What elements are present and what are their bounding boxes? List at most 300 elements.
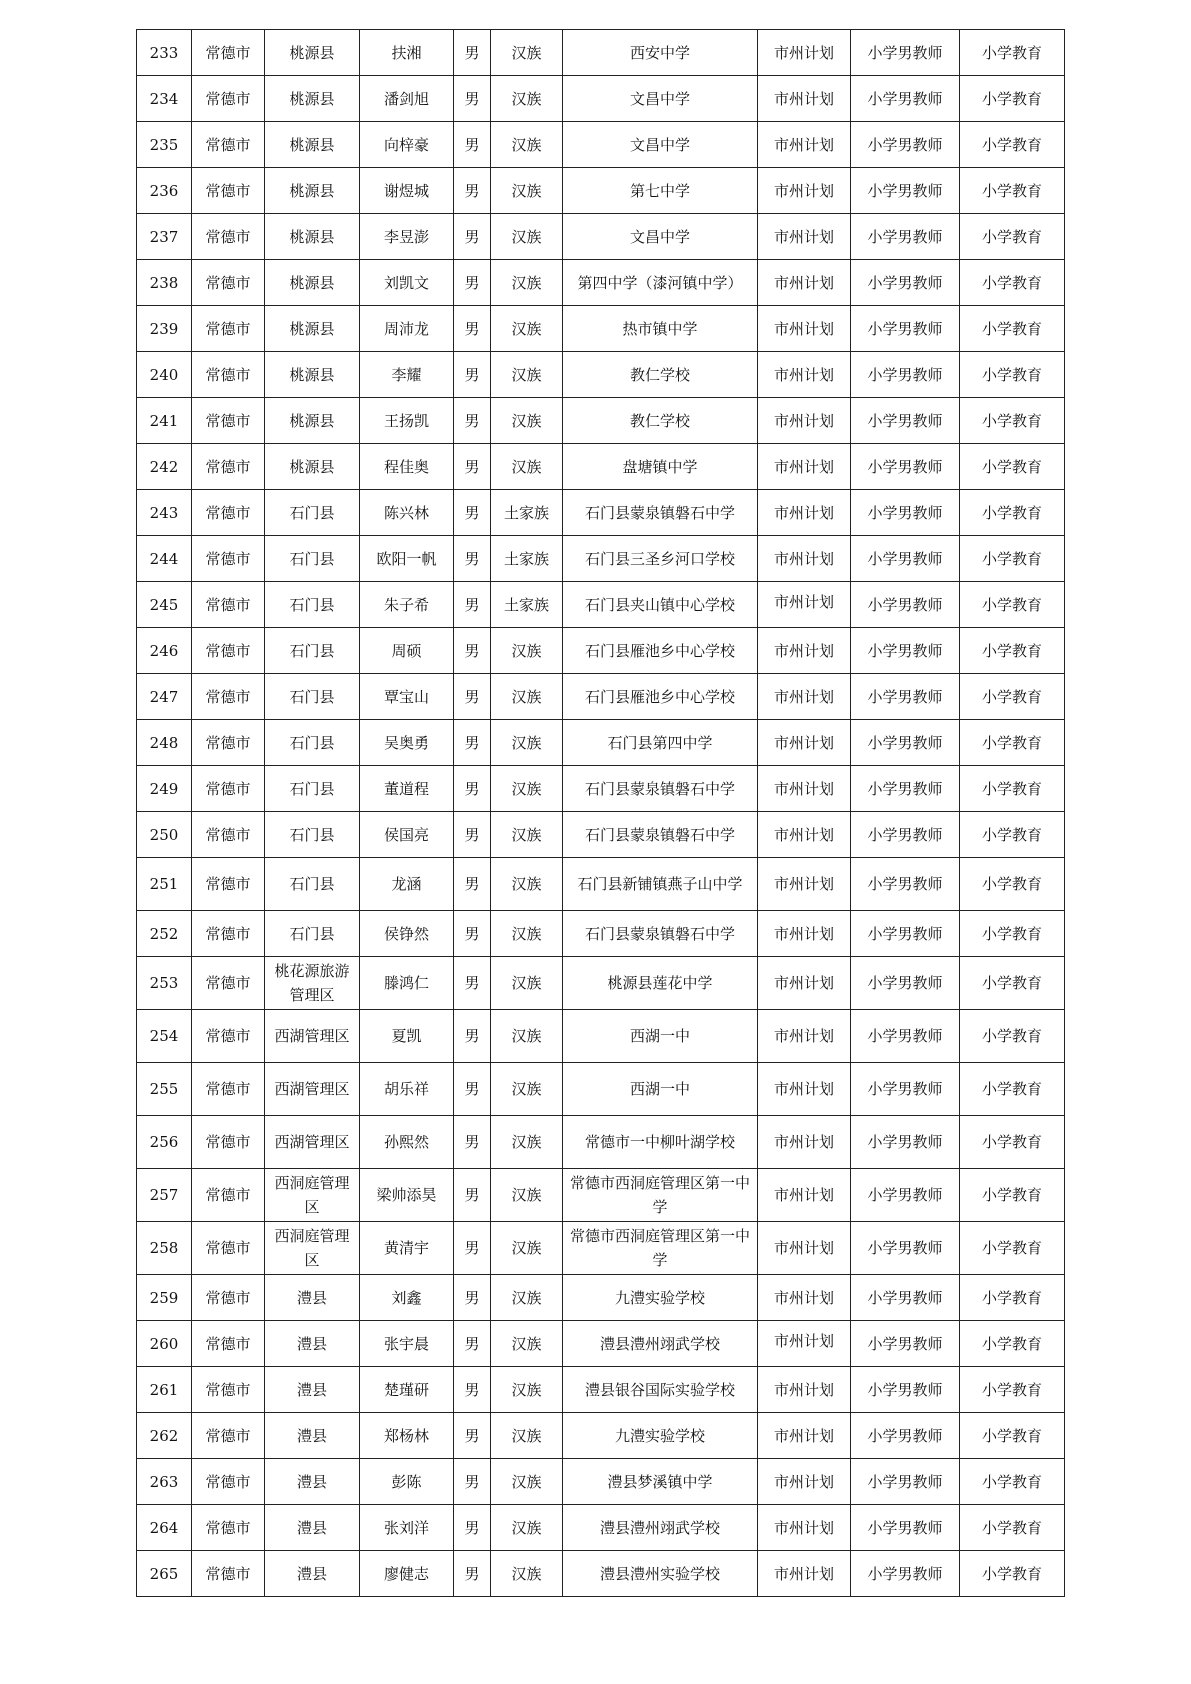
cell-county: 澧县 [265, 1367, 360, 1413]
cell-major: 小学教育 [960, 911, 1065, 957]
cell-city: 常德市 [192, 766, 265, 812]
cell-county: 桃源县 [265, 398, 360, 444]
table-row [137, 957, 1065, 1010]
cell-city: 常德市 [192, 720, 265, 766]
cell-gender: 男 [454, 168, 491, 214]
cell-gender: 男 [454, 444, 491, 490]
cell-county: 桃源县 [265, 306, 360, 352]
cell-name: 胡乐祥 [360, 1063, 454, 1116]
cell-county: 桃源县 [265, 76, 360, 122]
cell-county: 桃源县 [265, 168, 360, 214]
cell-school: 九澧实验学校 [563, 1413, 758, 1459]
cell-name: 刘鑫 [360, 1275, 454, 1321]
cell-county: 石门县 [265, 674, 360, 720]
cell-post: 小学男教师 [851, 1222, 960, 1275]
cell-ethnicity: 汉族 [491, 1505, 563, 1551]
cell-post: 小学男教师 [851, 1275, 960, 1321]
cell-city: 常德市 [192, 490, 265, 536]
cell-name: 夏凯 [360, 1010, 454, 1063]
cell-county: 澧县 [265, 1275, 360, 1321]
cell-gender: 男 [454, 1321, 491, 1367]
cell-gender: 男 [454, 536, 491, 582]
cell-name: 潘剑旭 [360, 76, 454, 122]
cell-number: 253 [137, 957, 192, 1010]
cell-major: 小学教育 [960, 766, 1065, 812]
cell-major: 小学教育 [960, 1010, 1065, 1063]
cell-county: 桃源县 [265, 260, 360, 306]
cell-name: 李昱澎 [360, 214, 454, 260]
cell-ethnicity: 汉族 [491, 720, 563, 766]
cell-plan: 市州计划 [758, 490, 851, 536]
cell-city: 常德市 [192, 1222, 265, 1275]
table-row [137, 398, 1065, 444]
cell-major: 小学教育 [960, 214, 1065, 260]
cell-school: 常德市西洞庭管理区第一中学 [563, 1169, 758, 1222]
cell-school: 澧县银谷国际实验学校 [563, 1367, 758, 1413]
cell-county: 西洞庭管理区 [265, 1169, 360, 1222]
table-row [137, 1275, 1065, 1321]
table-row [137, 168, 1065, 214]
cell-city: 常德市 [192, 1010, 265, 1063]
table-row [137, 1505, 1065, 1551]
cell-school: 石门县雁池乡中心学校 [563, 628, 758, 674]
cell-gender: 男 [454, 674, 491, 720]
cell-plan: 市州计划 [758, 352, 851, 398]
cell-school: 石门县蒙泉镇磐石中学 [563, 812, 758, 858]
cell-plan: 市州计划 [758, 720, 851, 766]
cell-number: 237 [137, 214, 192, 260]
cell-gender: 男 [454, 122, 491, 168]
cell-city: 常德市 [192, 168, 265, 214]
cell-post: 小学男教师 [851, 582, 960, 628]
cell-major: 小学教育 [960, 1551, 1065, 1597]
cell-major: 小学教育 [960, 76, 1065, 122]
cell-county: 石门县 [265, 582, 360, 628]
cell-county: 石门县 [265, 766, 360, 812]
cell-gender: 男 [454, 352, 491, 398]
cell-plan: 市州计划 [758, 766, 851, 812]
cell-number: 264 [137, 1505, 192, 1551]
cell-plan: 市州计划 [758, 444, 851, 490]
cell-gender: 男 [454, 30, 491, 76]
table-row [137, 214, 1065, 260]
cell-gender: 男 [454, 76, 491, 122]
cell-name: 覃宝山 [360, 674, 454, 720]
table-row [137, 536, 1065, 582]
table-row [137, 76, 1065, 122]
cell-post: 小学男教师 [851, 858, 960, 911]
table-row [137, 1169, 1065, 1222]
cell-post: 小学男教师 [851, 1063, 960, 1116]
cell-school: 澧县澧州实验学校 [563, 1551, 758, 1597]
cell-post: 小学男教师 [851, 674, 960, 720]
cell-number: 235 [137, 122, 192, 168]
table-row [137, 720, 1065, 766]
cell-number: 247 [137, 674, 192, 720]
cell-plan: 市州计划 [758, 1169, 851, 1222]
cell-ethnicity: 汉族 [491, 1459, 563, 1505]
cell-post: 小学男教师 [851, 812, 960, 858]
cell-major: 小学教育 [960, 122, 1065, 168]
cell-city: 常德市 [192, 306, 265, 352]
cell-post: 小学男教师 [851, 1169, 960, 1222]
cell-major: 小学教育 [960, 1116, 1065, 1169]
cell-number: 262 [137, 1413, 192, 1459]
cell-city: 常德市 [192, 1459, 265, 1505]
cell-number: 241 [137, 398, 192, 444]
cell-ethnicity: 汉族 [491, 1321, 563, 1367]
cell-major: 小学教育 [960, 957, 1065, 1010]
cell-city: 常德市 [192, 1505, 265, 1551]
cell-city: 常德市 [192, 122, 265, 168]
cell-ethnicity: 汉族 [491, 260, 563, 306]
cell-number: 255 [137, 1063, 192, 1116]
cell-plan: 市州计划 [758, 1459, 851, 1505]
cell-city: 常德市 [192, 674, 265, 720]
cell-major: 小学教育 [960, 1367, 1065, 1413]
cell-number: 265 [137, 1551, 192, 1597]
cell-school: 第四中学（漆河镇中学） [563, 260, 758, 306]
cell-school: 石门县蒙泉镇磐石中学 [563, 766, 758, 812]
cell-ethnicity: 汉族 [491, 76, 563, 122]
cell-gender: 男 [454, 720, 491, 766]
table-row [137, 582, 1065, 628]
cell-post: 小学男教师 [851, 1116, 960, 1169]
cell-county: 西湖管理区 [265, 1010, 360, 1063]
cell-major: 小学教育 [960, 168, 1065, 214]
cell-major: 小学教育 [960, 444, 1065, 490]
cell-county: 澧县 [265, 1459, 360, 1505]
cell-school: 第七中学 [563, 168, 758, 214]
cell-ethnicity: 土家族 [491, 490, 563, 536]
cell-county: 桃源县 [265, 30, 360, 76]
cell-number: 259 [137, 1275, 192, 1321]
cell-county: 桃源县 [265, 444, 360, 490]
cell-number: 240 [137, 352, 192, 398]
cell-name: 程佳奥 [360, 444, 454, 490]
cell-gender: 男 [454, 260, 491, 306]
cell-gender: 男 [454, 1116, 491, 1169]
table-row [137, 1413, 1065, 1459]
cell-number: 257 [137, 1169, 192, 1222]
cell-school: 文昌中学 [563, 76, 758, 122]
cell-name: 谢煜城 [360, 168, 454, 214]
cell-number: 234 [137, 76, 192, 122]
cell-plan: 市州计划 [758, 1505, 851, 1551]
cell-post: 小学男教师 [851, 1010, 960, 1063]
cell-school: 九澧实验学校 [563, 1275, 758, 1321]
cell-school: 桃源县莲花中学 [563, 957, 758, 1010]
cell-school: 澧县澧州翊武学校 [563, 1505, 758, 1551]
cell-number: 252 [137, 911, 192, 957]
cell-county: 石门县 [265, 720, 360, 766]
cell-major: 小学教育 [960, 858, 1065, 911]
table-row [137, 306, 1065, 352]
cell-ethnicity: 汉族 [491, 444, 563, 490]
cell-gender: 男 [454, 858, 491, 911]
cell-county: 石门县 [265, 911, 360, 957]
cell-major: 小学教育 [960, 674, 1065, 720]
cell-plan: 市州计划 [758, 1275, 851, 1321]
cell-name: 朱子希 [360, 582, 454, 628]
cell-gender: 男 [454, 628, 491, 674]
cell-ethnicity: 汉族 [491, 214, 563, 260]
cell-school: 石门县蒙泉镇磐石中学 [563, 911, 758, 957]
cell-name: 侯国亮 [360, 812, 454, 858]
cell-school: 石门县雁池乡中心学校 [563, 674, 758, 720]
cell-ethnicity: 汉族 [491, 306, 563, 352]
cell-plan: 市州计划 [758, 306, 851, 352]
cell-major: 小学教育 [960, 398, 1065, 444]
cell-gender: 男 [454, 911, 491, 957]
cell-plan: 市州计划 [758, 1010, 851, 1063]
cell-city: 常德市 [192, 957, 265, 1010]
cell-post: 小学男教师 [851, 260, 960, 306]
cell-county: 桃花源旅游管理区 [265, 957, 360, 1010]
table-row [137, 1063, 1065, 1116]
cell-gender: 男 [454, 1169, 491, 1222]
cell-ethnicity: 汉族 [491, 30, 563, 76]
cell-major: 小学教育 [960, 1222, 1065, 1275]
cell-name: 侯铮然 [360, 911, 454, 957]
cell-post: 小学男教师 [851, 1505, 960, 1551]
cell-number: 248 [137, 720, 192, 766]
table-row [137, 858, 1065, 911]
cell-ethnicity: 汉族 [491, 1367, 563, 1413]
cell-major: 小学教育 [960, 1459, 1065, 1505]
table-row [137, 444, 1065, 490]
cell-plan: 市州计划 [758, 168, 851, 214]
cell-major: 小学教育 [960, 352, 1065, 398]
cell-gender: 男 [454, 1505, 491, 1551]
cell-post: 小学男教师 [851, 1551, 960, 1597]
cell-plan: 市州计划 [758, 1367, 851, 1413]
cell-ethnicity: 土家族 [491, 582, 563, 628]
cell-number: 250 [137, 812, 192, 858]
cell-county: 石门县 [265, 812, 360, 858]
cell-number: 251 [137, 858, 192, 911]
cell-post: 小学男教师 [851, 444, 960, 490]
cell-major: 小学教育 [960, 720, 1065, 766]
cell-school: 澧县澧州翊武学校 [563, 1321, 758, 1367]
roster-body [137, 30, 1065, 1597]
cell-major: 小学教育 [960, 1321, 1065, 1367]
cell-city: 常德市 [192, 582, 265, 628]
cell-gender: 男 [454, 490, 491, 536]
cell-school: 石门县第四中学 [563, 720, 758, 766]
cell-name: 扶湘 [360, 30, 454, 76]
cell-plan: 市州计划 [758, 398, 851, 444]
cell-county: 石门县 [265, 858, 360, 911]
cell-major: 小学教育 [960, 1413, 1065, 1459]
cell-major: 小学教育 [960, 628, 1065, 674]
cell-major: 小学教育 [960, 1063, 1065, 1116]
table-row [137, 122, 1065, 168]
cell-name: 欧阳一帆 [360, 536, 454, 582]
cell-plan: 市州计划 [758, 858, 851, 911]
cell-plan: 市州计划 [758, 30, 851, 76]
cell-city: 常德市 [192, 1116, 265, 1169]
cell-plan: 市州计划 [758, 582, 851, 628]
table-row [137, 1010, 1065, 1063]
cell-major: 小学教育 [960, 812, 1065, 858]
cell-ethnicity: 汉族 [491, 911, 563, 957]
cell-ethnicity: 汉族 [491, 398, 563, 444]
cell-ethnicity: 汉族 [491, 628, 563, 674]
cell-city: 常德市 [192, 1321, 265, 1367]
cell-gender: 男 [454, 766, 491, 812]
cell-city: 常德市 [192, 1169, 265, 1222]
cell-post: 小学男教师 [851, 490, 960, 536]
cell-name: 楚瑾研 [360, 1367, 454, 1413]
cell-major: 小学教育 [960, 260, 1065, 306]
cell-ethnicity: 汉族 [491, 352, 563, 398]
cell-ethnicity: 汉族 [491, 957, 563, 1010]
cell-plan: 市州计划 [758, 1063, 851, 1116]
cell-major: 小学教育 [960, 582, 1065, 628]
table-row [137, 30, 1065, 76]
table-row [137, 674, 1065, 720]
table-row [137, 911, 1065, 957]
cell-post: 小学男教师 [851, 766, 960, 812]
cell-number: 263 [137, 1459, 192, 1505]
cell-post: 小学男教师 [851, 398, 960, 444]
cell-gender: 男 [454, 957, 491, 1010]
cell-name: 滕鸿仁 [360, 957, 454, 1010]
cell-county: 澧县 [265, 1413, 360, 1459]
cell-ethnicity: 汉族 [491, 858, 563, 911]
cell-county: 桃源县 [265, 214, 360, 260]
cell-post: 小学男教师 [851, 1459, 960, 1505]
cell-school: 教仁学校 [563, 352, 758, 398]
cell-number: 254 [137, 1010, 192, 1063]
table-row [137, 1116, 1065, 1169]
cell-gender: 男 [454, 812, 491, 858]
cell-county: 石门县 [265, 628, 360, 674]
cell-name: 陈兴林 [360, 490, 454, 536]
cell-major: 小学教育 [960, 1505, 1065, 1551]
cell-school: 西湖一中 [563, 1063, 758, 1116]
cell-gender: 男 [454, 1459, 491, 1505]
cell-name: 吴奥勇 [360, 720, 454, 766]
cell-post: 小学男教师 [851, 1413, 960, 1459]
cell-gender: 男 [454, 1010, 491, 1063]
cell-ethnicity: 汉族 [491, 1063, 563, 1116]
cell-ethnicity: 汉族 [491, 1010, 563, 1063]
cell-gender: 男 [454, 1275, 491, 1321]
cell-city: 常德市 [192, 858, 265, 911]
cell-number: 246 [137, 628, 192, 674]
table-row [137, 490, 1065, 536]
cell-gender: 男 [454, 1222, 491, 1275]
cell-school: 西湖一中 [563, 1010, 758, 1063]
cell-gender: 男 [454, 214, 491, 260]
cell-plan: 市州计划 [758, 260, 851, 306]
cell-post: 小学男教师 [851, 122, 960, 168]
cell-gender: 男 [454, 1367, 491, 1413]
cell-name: 周硕 [360, 628, 454, 674]
cell-post: 小学男教师 [851, 306, 960, 352]
cell-plan: 市州计划 [758, 536, 851, 582]
cell-school: 常德市西洞庭管理区第一中学 [563, 1222, 758, 1275]
cell-plan: 市州计划 [758, 122, 851, 168]
cell-school: 西安中学 [563, 30, 758, 76]
cell-city: 常德市 [192, 911, 265, 957]
cell-city: 常德市 [192, 76, 265, 122]
cell-name: 孙熙然 [360, 1116, 454, 1169]
cell-major: 小学教育 [960, 306, 1065, 352]
cell-post: 小学男教师 [851, 720, 960, 766]
table-row [137, 812, 1065, 858]
cell-ethnicity: 汉族 [491, 1169, 563, 1222]
cell-number: 238 [137, 260, 192, 306]
cell-name: 廖健志 [360, 1551, 454, 1597]
cell-gender: 男 [454, 1413, 491, 1459]
cell-number: 256 [137, 1116, 192, 1169]
cell-post: 小学男教师 [851, 76, 960, 122]
cell-county: 桃源县 [265, 352, 360, 398]
cell-county: 西湖管理区 [265, 1116, 360, 1169]
cell-city: 常德市 [192, 352, 265, 398]
cell-major: 小学教育 [960, 30, 1065, 76]
cell-name: 董道程 [360, 766, 454, 812]
cell-plan: 市州计划 [758, 628, 851, 674]
cell-city: 常德市 [192, 398, 265, 444]
cell-school: 石门县新铺镇燕子山中学 [563, 858, 758, 911]
cell-county: 澧县 [265, 1321, 360, 1367]
cell-school: 常德市一中柳叶湖学校 [563, 1116, 758, 1169]
cell-city: 常德市 [192, 536, 265, 582]
table-row [137, 1367, 1065, 1413]
cell-plan: 市州计划 [758, 76, 851, 122]
cell-ethnicity: 汉族 [491, 122, 563, 168]
cell-number: 261 [137, 1367, 192, 1413]
table-row [137, 1459, 1065, 1505]
cell-city: 常德市 [192, 444, 265, 490]
cell-name: 彭陈 [360, 1459, 454, 1505]
cell-ethnicity: 汉族 [491, 1275, 563, 1321]
cell-number: 244 [137, 536, 192, 582]
cell-plan: 市州计划 [758, 674, 851, 720]
cell-number: 258 [137, 1222, 192, 1275]
cell-post: 小学男教师 [851, 957, 960, 1010]
cell-name: 郑杨林 [360, 1413, 454, 1459]
cell-post: 小学男教师 [851, 214, 960, 260]
cell-number: 236 [137, 168, 192, 214]
cell-ethnicity: 汉族 [491, 1551, 563, 1597]
cell-name: 刘凯文 [360, 260, 454, 306]
cell-county: 石门县 [265, 536, 360, 582]
cell-gender: 男 [454, 398, 491, 444]
cell-number: 242 [137, 444, 192, 490]
cell-name: 张宇晨 [360, 1321, 454, 1367]
cell-name: 张刘洋 [360, 1505, 454, 1551]
cell-plan: 市州计划 [758, 214, 851, 260]
cell-post: 小学男教师 [851, 911, 960, 957]
cell-gender: 男 [454, 1063, 491, 1116]
cell-ethnicity: 土家族 [491, 536, 563, 582]
cell-plan: 市州计划 [758, 957, 851, 1010]
cell-school: 文昌中学 [563, 122, 758, 168]
cell-county: 西洞庭管理区 [265, 1222, 360, 1275]
cell-school: 石门县三圣乡河口学校 [563, 536, 758, 582]
cell-plan: 市州计划 [758, 1222, 851, 1275]
cell-school: 石门县蒙泉镇磐石中学 [563, 490, 758, 536]
cell-county: 澧县 [265, 1505, 360, 1551]
cell-school: 教仁学校 [563, 398, 758, 444]
cell-gender: 男 [454, 1551, 491, 1597]
cell-plan: 市州计划 [758, 1116, 851, 1169]
